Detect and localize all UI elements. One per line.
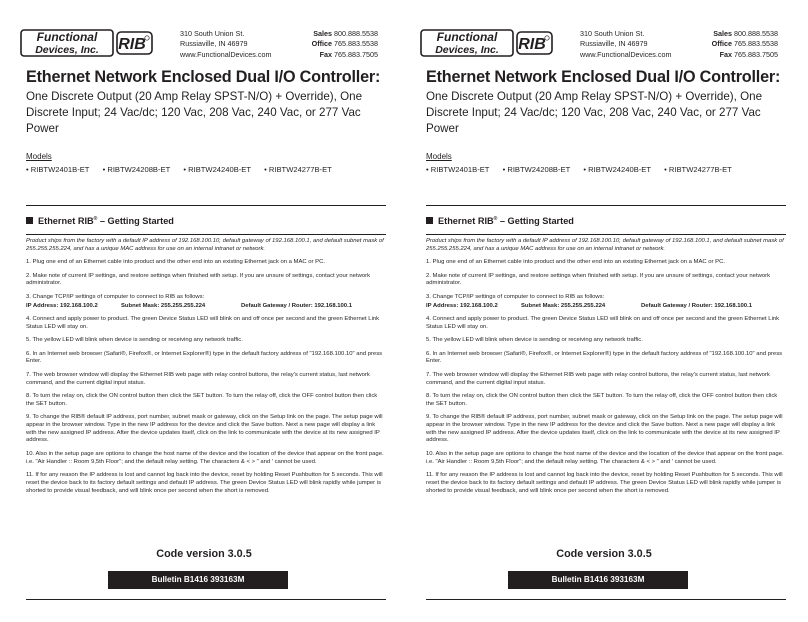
rib-logo-text: RIB: [118, 36, 146, 53]
address-line1: 310 South Union St.: [580, 29, 645, 38]
models-heading: Models: [426, 152, 452, 161]
divider: [26, 234, 386, 235]
code-version: Code version 3.0.5: [156, 548, 252, 560]
models-heading: Models: [26, 152, 52, 161]
logo-text-line1: Functional: [436, 30, 498, 44]
ip-settings: [26, 303, 386, 311]
step-9: 9. To change the RIB® default IP address, port number, subnet mask or gateway, click on the Setup link on the page. The setup page will appear in the browser window. Type in the new IP address for the device and click the Save button. Next a new page will display a link with the new assigned IP address. After the device updates itself, click on the link to communicate with the device at its new assigned IP address.: [426, 414, 783, 444]
model-item: • RIBTW2401B-ET: [26, 165, 90, 174]
company-logo: [20, 28, 154, 58]
model-item: • RIBTW24208B-ET: [102, 165, 171, 174]
models-list: [26, 165, 343, 174]
step-4: 4. Connect and apply power to product. The green Device Status LED will blink on and off once per second and the green Ethernet Link Status LED will stay on.: [26, 315, 380, 330]
step-7: 7. The web browser window will display the Ethernet RIB web page with relay control buttons, the relay's current status, last network command, and the current digital input status.: [26, 371, 370, 386]
fax-number: 765.883.7505: [734, 49, 778, 59]
logo-text-line2: Devices, Inc.: [35, 44, 99, 56]
office-number: 765.883.5538: [734, 39, 778, 49]
divider: [26, 205, 386, 206]
fax-label: Fax: [319, 49, 333, 59]
step-3: 3. Change TCP/IP settings of computer to connect to RIB as follows:: [26, 293, 205, 300]
step-1: 1. Plug one end of an Ethernet cable into product and the other end into an existing Ethernet jack on a MAC or PC.: [26, 259, 325, 266]
intro-paragraph: Product ships from the factory with a default IP address of 192.168.100.10, default gateway of 192.168.100.1, and default subnet mask of 255.255.255.224, and has a unique MAC address for use on an internal intranet or network.: [26, 238, 384, 252]
step-4: 4. Connect and apply power to product. The green Device Status LED will blink on and off once per second and the green Ethernet Link Status LED will stay on.: [426, 315, 780, 330]
logo-text-line1: Functional: [36, 30, 98, 44]
default-gateway: Default Gateway / Router: 192.168.100.1: [241, 302, 352, 309]
section-heading: Ethernet RIB® – Getting Started: [426, 216, 574, 226]
document-subtitle: One Discrete Output (20 Amp Relay SPST-N/O) + Override), One Discrete Input; 24 Vac/dc; 120 Vac, 208 Vac, 240 Vac, or 277 Vac Power: [426, 90, 763, 136]
step-10: 10. Also in the setup page are options to change the host name of the device and the location of the device that appear on the front page. i.e. "Air Handler :: Room 9,5th Floor"; and the default relay setting. The characters & < > " and ' cannot be used.: [426, 450, 784, 465]
step-11: 11. If for any reason the IP address is lost and cannot log back into the device, reset by holding Reset Pushbutton for 5 seconds. This will reset the device back to its factory default settings and default IP address. The green Device Status LED will blink rapidly while jumper is shorted to provide visual feedback, and will blink once per second when the short is removed.: [26, 472, 383, 494]
website: www.FunctionalDevices.com: [180, 49, 272, 59]
step-2: 2. Make note of current IP settings, and restore settings when finished with setup. If you are unsure of settings, contact your network administrator.: [26, 272, 371, 287]
company-logo: [420, 28, 554, 58]
step-7: 7. The web browser window will display the Ethernet RIB web page with relay control buttons, the relay's current status, last network command, and the current digital input status.: [426, 371, 770, 386]
document-title: Ethernet Network Enclosed Dual I/O Controller:: [426, 68, 781, 86]
company-address: [580, 29, 671, 60]
sales-number: 800.888.5538: [334, 29, 378, 38]
fax-number: 765.883.7505: [334, 49, 378, 59]
divider: [26, 599, 386, 600]
step-3: 3. Change TCP/IP settings of computer to connect to RIB as follows:: [426, 293, 605, 300]
step-9: 9. To change the RIB® default IP address, port number, subnet mask or gateway, click on the Setup link on the page. The setup page will appear in the browser window. Type in the new IP address for the device and click the Save button. Next a new page will display a link with the new assigned IP address. After the device updates itself, click on the link to communicate with the device at its new assigned IP address.: [26, 414, 383, 444]
subnet-mask: Subnet Mask: 255.255.255.224: [521, 302, 606, 309]
intro-paragraph: Product ships from the factory with a default IP address of 192.168.100.10, default gateway of 192.168.100.1, and default subnet mask of 255.255.255.224, and has a unique MAC address for use on an internal intranet or network.: [426, 238, 784, 252]
document-title: Ethernet Network Enclosed Dual I/O Controller:: [26, 68, 381, 86]
bulletin-bar: Bulletin B1416 393163M: [508, 571, 688, 589]
models-list: [426, 165, 743, 174]
office-number: 765.883.5538: [334, 39, 378, 49]
step-8: 8. To turn the relay on, click the ON control button then click the SET button. To turn the relay off, click the OFF control button then click the SET button.: [26, 392, 378, 407]
contact-numbers: [290, 29, 378, 60]
step-8: 8. To turn the relay on, click the ON control button then click the SET button. To turn the relay off, click the OFF control button then click the SET button.: [426, 392, 778, 407]
step-1: 1. Plug one end of an Ethernet cable into product and the other end into an existing Ethernet jack on a MAC or PC.: [426, 259, 725, 266]
rib-logo-text: RIB: [518, 36, 546, 53]
section-heading: Ethernet RIB® – Getting Started: [26, 216, 174, 226]
step-5: 5. The yellow LED will blink when device is sending or receiving any network traffic.: [26, 337, 243, 344]
document-page-right: [408, 0, 800, 622]
bulletin-bar: Bulletin B1416 393163M: [108, 571, 288, 589]
company-address: [180, 29, 271, 60]
address-line2: Russiaville, IN 46979: [180, 39, 248, 49]
document-subtitle: One Discrete Output (20 Amp Relay SPST-N/O) + Override), One Discrete Input; 24 Vac/dc; 120 Vac, 208 Vac, 240 Vac, or 277 Vac Power: [26, 90, 363, 136]
sales-label: Sales: [713, 29, 733, 38]
address-line1: 310 South Union St.: [180, 29, 245, 38]
office-label: Office: [711, 39, 733, 49]
model-item: • RIBTW24277B-ET: [264, 165, 332, 174]
code-version: Code version 3.0.5: [556, 548, 652, 560]
step-11: 11. If for any reason the IP address is lost and cannot log back into the device, reset by holding Reset Pushbutton for 5 seconds. This will reset the device back to its factory default settings and default IP address. The green Device Status LED will blink rapidly while jumper is shorted to provide visual feedback, and will blink once per second when the short is removed.: [426, 472, 783, 494]
square-bullet-icon: [26, 217, 33, 224]
divider: [426, 234, 786, 235]
square-bullet-icon: [426, 217, 433, 224]
model-item: • RIBTW24208B-ET: [502, 165, 571, 174]
website: www.FunctionalDevices.com: [580, 49, 672, 59]
step-5: 5. The yellow LED will blink when device is sending or receiving any network traffic.: [426, 337, 643, 344]
ip-address: IP Address: 192.168.100.2: [26, 302, 98, 309]
contact-numbers: [690, 29, 778, 60]
step-10: 10. Also in the setup page are options to change the host name of the device and the location of the device that appear on the front page. i.e. "Air Handler :: Room 9,5th Floor"; and the default relay setting. The characters & < > " and ' cannot be used.: [26, 450, 384, 465]
divider: [426, 205, 786, 206]
step-6: 6. In an Internet web browser (Safari®, Firefox®, or Internet Explorer®) type in the default factory address of "192.168.100.10" and press Enter.: [26, 350, 383, 365]
fax-label: Fax: [719, 49, 733, 59]
sales-label: Sales: [313, 29, 333, 38]
document-page-left: [8, 0, 400, 622]
instructions-body: [26, 238, 386, 501]
model-item: • RIBTW24240B-ET: [183, 165, 251, 174]
subnet-mask: Subnet Mask: 255.255.255.224: [121, 302, 206, 309]
ip-settings: [426, 303, 786, 311]
office-label: Office: [311, 39, 333, 49]
model-item: • RIBTW24240B-ET: [583, 165, 651, 174]
default-gateway: Default Gateway / Router: 192.168.100.1: [641, 302, 752, 309]
step-6: 6. In an Internet web browser (Safari®, Firefox®, or Internet Explorer®) type in the default factory address of "192.168.100.10" and press Enter.: [426, 350, 783, 365]
sales-number: 800.888.5538: [734, 29, 778, 38]
model-item: • RIBTW2401B-ET: [426, 165, 490, 174]
model-item: • RIBTW24277B-ET: [664, 165, 732, 174]
step-2: 2. Make note of current IP settings, and restore settings when finished with setup. If you are unsure of settings, contact your network administrator.: [426, 272, 771, 287]
address-line2: Russiaville, IN 46979: [580, 39, 648, 49]
ip-address: IP Address: 192.168.100.2: [426, 302, 498, 309]
logo-text-line2: Devices, Inc.: [435, 44, 499, 56]
instructions-body: [426, 238, 786, 501]
divider: [426, 599, 786, 600]
